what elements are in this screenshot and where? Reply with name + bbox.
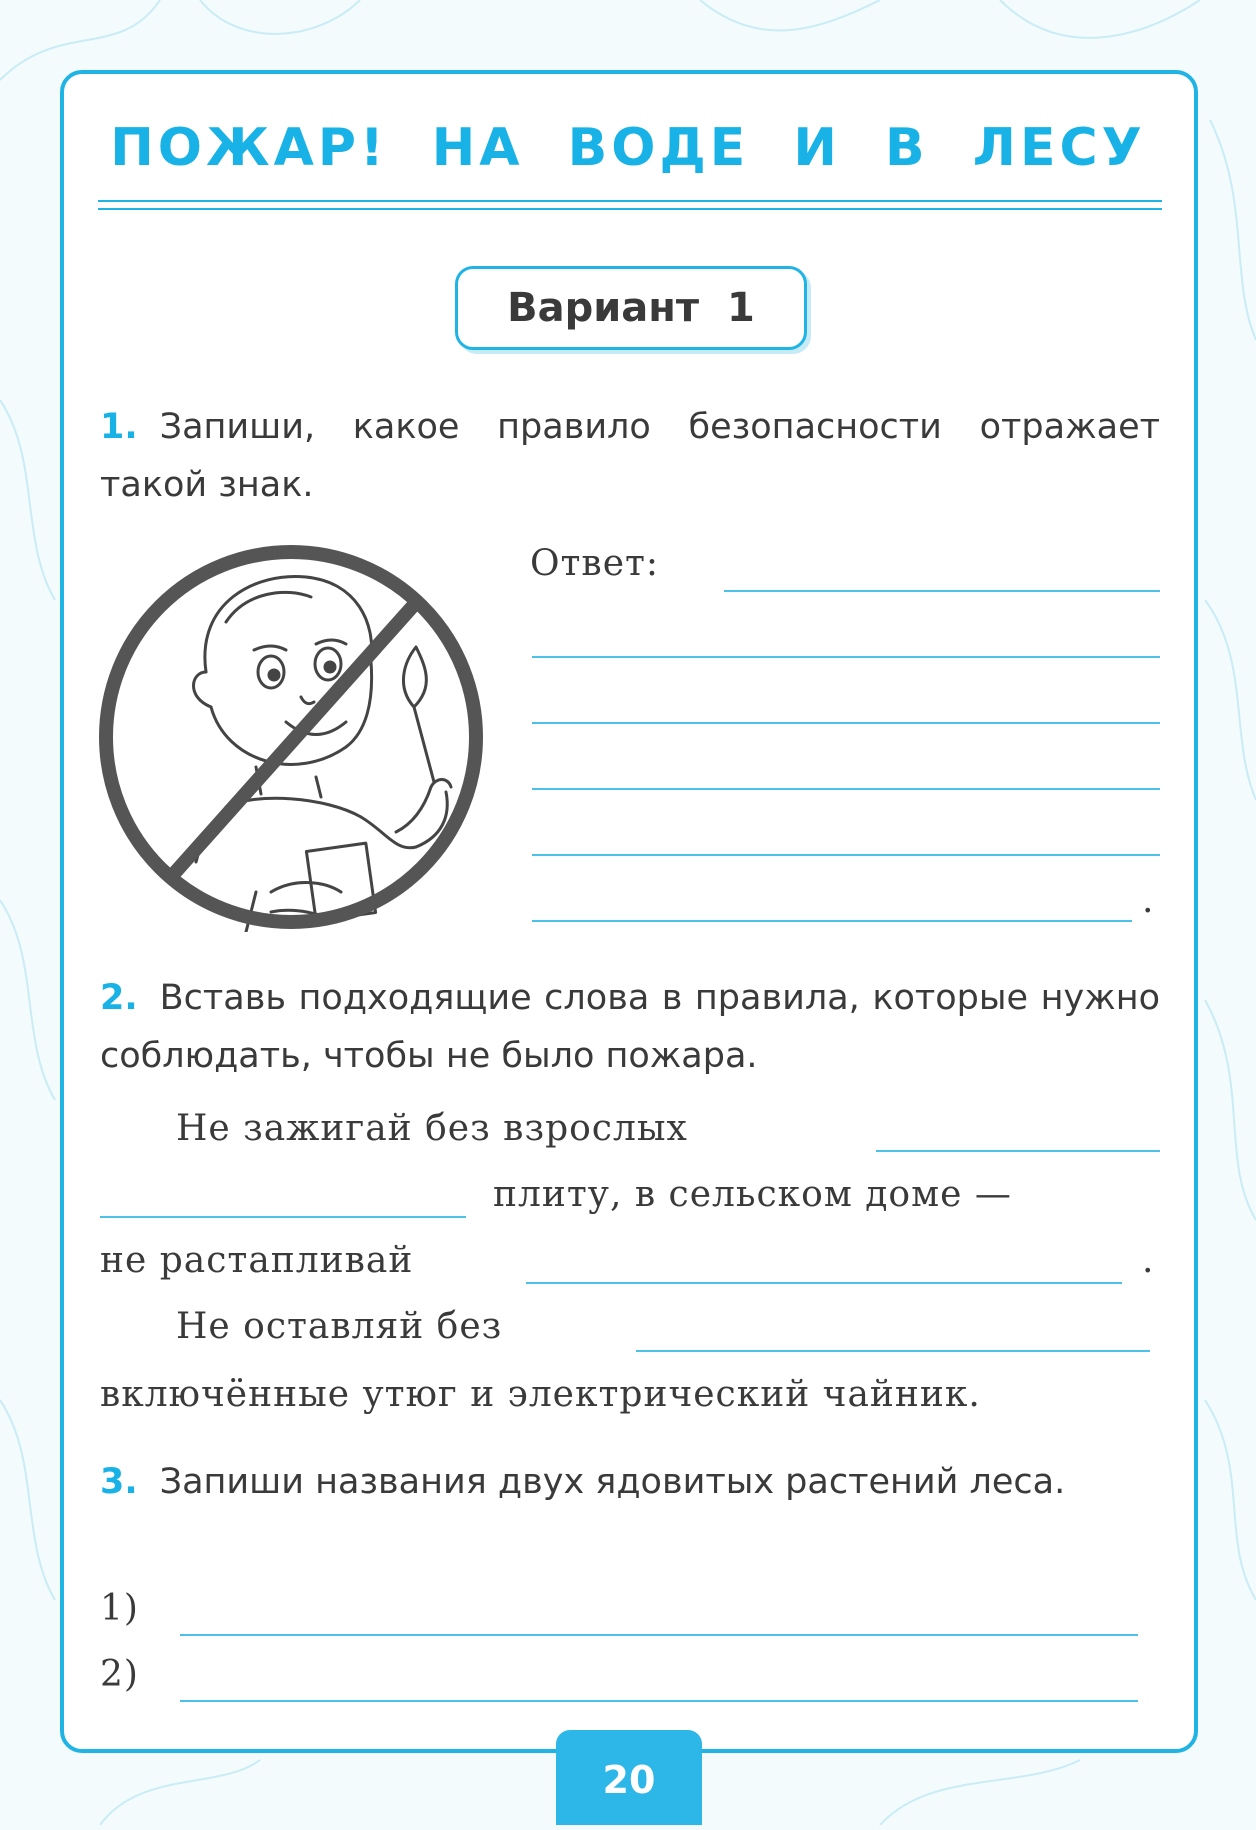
question-2-text: Вставь подходящие слова в правила, которые нужно соблюдать, чтобы не было пожара.	[100, 978, 1160, 1076]
rule-end-mark: .	[1142, 1240, 1154, 1281]
fill-blank-2[interactable]	[100, 1216, 466, 1218]
question-2	[100, 969, 1160, 1085]
answer-line-3[interactable]	[532, 722, 1160, 724]
page-title: ПОЖАР! НА ВОДЕ И В ЛЕСУ	[110, 118, 1146, 178]
rule-line-3: не растапливай	[100, 1240, 414, 1281]
fill-blank-1[interactable]	[876, 1150, 1160, 1152]
answer-item-2-label: 2)	[100, 1654, 139, 1695]
rule-line-5: включённые утюг и электрический чайник.	[100, 1374, 981, 1415]
answer-line-4[interactable]	[532, 788, 1160, 790]
question-3-number: 3.	[100, 1462, 138, 1502]
rule-line-4: Не оставляй без	[176, 1306, 503, 1347]
answer-line-2[interactable]	[532, 656, 1160, 658]
answer-item-2-line[interactable]	[180, 1700, 1138, 1702]
variant-badge: Вариант 1	[455, 266, 807, 350]
page-number: 20	[556, 1730, 702, 1825]
answer-line-1[interactable]	[724, 590, 1160, 592]
answer-item-1-label: 1)	[100, 1588, 139, 1629]
question-1-number: 1.	[100, 407, 138, 447]
title-underline-second	[98, 208, 1162, 210]
answer-end-mark: .	[1142, 880, 1154, 921]
answer-label: Ответ:	[530, 543, 660, 584]
fill-blank-4[interactable]	[636, 1350, 1150, 1352]
title-underline	[98, 200, 1162, 202]
question-1	[100, 398, 1160, 514]
rule-line-2: плиту, в сельском доме —	[493, 1174, 1012, 1215]
fill-blank-3[interactable]	[526, 1282, 1122, 1284]
answer-line-6[interactable]	[532, 920, 1132, 922]
question-2-number: 2.	[100, 978, 138, 1018]
no-matches-sign-icon	[96, 532, 486, 932]
answer-line-5[interactable]	[532, 854, 1160, 856]
question-1-text: Запиши, какое правило безопасности отражает такой знак.	[100, 407, 1160, 505]
question-3	[100, 1453, 1160, 1511]
question-3-text: Запиши названия двух ядовитых растений леса.	[159, 1462, 1066, 1502]
rule-line-1: Не зажигай без взрослых	[176, 1108, 688, 1149]
answer-item-1-line[interactable]	[180, 1634, 1138, 1636]
